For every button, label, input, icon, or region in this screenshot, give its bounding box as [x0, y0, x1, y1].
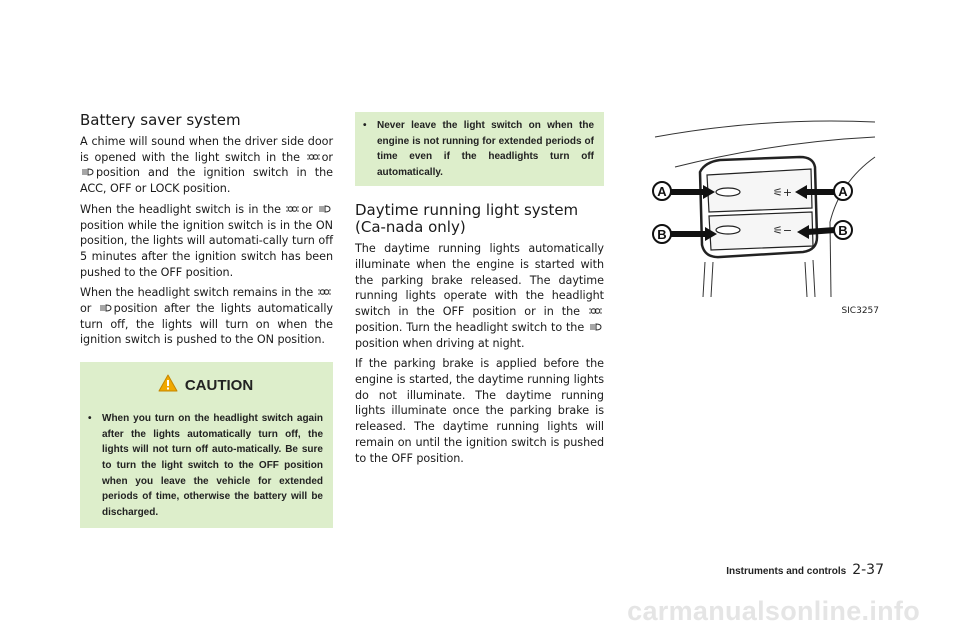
footer-section-title: Instruments and controls	[726, 566, 847, 577]
caution-box-continued	[355, 112, 604, 186]
bullet-text: When you turn on the headlight switch again after the lights automatically turn off, the lights will not turn off auto-matically. Be sure to turn the light switch to the OFF position when you leave the vehicle for extended periods of time, otherwise the battery will be discharged.	[102, 413, 323, 518]
parking-light-icon	[589, 307, 602, 315]
page-footer	[714, 562, 884, 578]
parking-light-icon	[307, 153, 320, 161]
callout-label-b: B	[657, 227, 667, 242]
section-heading-battery-saver: Battery saver system	[80, 111, 241, 129]
bullet-mark: •	[88, 413, 92, 425]
text: or	[321, 150, 333, 164]
caution-bullet	[88, 411, 323, 520]
figure-code: SIC3257	[841, 306, 879, 316]
paragraph	[80, 134, 333, 197]
parking-light-icon	[286, 205, 299, 213]
text: A chime will sound when the driver side door is opened with the light switch in the	[80, 135, 333, 164]
text: position while the ignition switch is in the ON position, the lights will automati-cally turn off 5 minutes after the ignition switch has been pushed to the OFF position.	[80, 218, 333, 279]
svg-text:⚟−: ⚟−	[773, 224, 793, 237]
parking-light-icon	[318, 288, 331, 296]
callout-label-a: A	[657, 184, 667, 199]
caution-title: CAUTION	[184, 376, 254, 394]
paragraph	[355, 241, 604, 351]
text: or	[80, 302, 92, 316]
watermark-text: carmanualsonline.info	[627, 596, 920, 626]
switch-diagram	[625, 112, 881, 317]
paragraph	[80, 202, 333, 281]
headlight-icon	[81, 168, 94, 176]
svg-text:⚟+: ⚟+	[773, 186, 793, 199]
text: or	[301, 202, 313, 216]
text: When the headlight switch is in the	[80, 202, 281, 216]
column-right	[625, 112, 881, 317]
section-heading-daytime-running-lights: Daytime running light system (Ca-nada only)	[355, 201, 579, 237]
paragraph: If the parking brake is applied before the engine is started, the daytime running lights do not illuminate. The daytime running lights illuminate once the parking brake is released. The daytime running lights will remain on until the ignition switch is pushed to the OFF position.	[355, 357, 604, 465]
bullet-mark: •	[363, 120, 367, 131]
callout-label-a: A	[838, 184, 848, 199]
text: position when driving at night.	[355, 336, 525, 350]
bullet-text: Never leave the light switch on when the engine is not running for extended periods of time even if the headlights turn off automatically.	[377, 120, 594, 178]
headlight-icon	[589, 323, 602, 331]
text: When the headlight switch remains in the	[80, 286, 314, 300]
warning-triangle-icon	[158, 374, 178, 396]
caution-bullet	[363, 118, 594, 180]
text: The daytime running lights automatically illuminate when the engine is started with the parking brake released. The daytime running lights operate with the headlight switch in the OFF position or in the	[355, 242, 604, 319]
text: position and the ignition switch in the ACC, OFF or LOCK position.	[80, 166, 333, 196]
page-number: 2-37	[852, 562, 884, 578]
watermark	[0, 596, 960, 627]
headlight-icon	[318, 205, 331, 213]
headlight-icon	[99, 304, 112, 312]
caution-box	[80, 362, 333, 528]
figure-light-switch-illustration	[625, 112, 881, 317]
column-left	[80, 112, 333, 528]
column-middle	[355, 112, 604, 471]
paragraph	[80, 285, 333, 348]
callout-label-b: B	[838, 223, 848, 238]
caution-header	[88, 374, 323, 396]
text: position. Turn the headlight switch to the	[355, 320, 585, 334]
text: position after the lights automatically turn off, the lights will turn on when the ignition switch is pushed to the ON position.	[80, 302, 333, 347]
